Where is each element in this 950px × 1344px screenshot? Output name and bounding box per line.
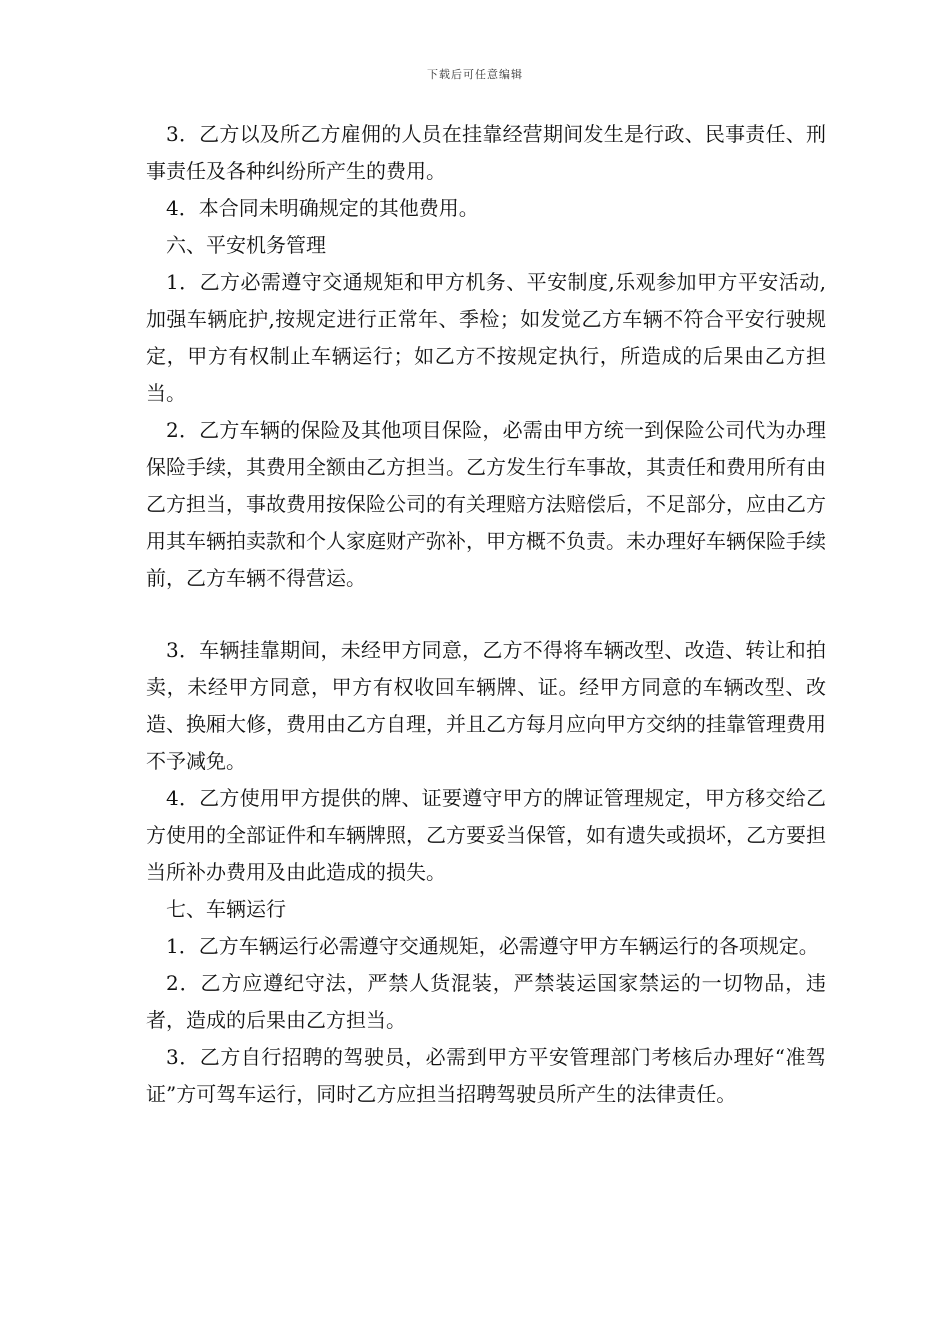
section-heading-6: 六、平安机务管理 bbox=[166, 233, 326, 257]
paragraph-5-4: 4．本合同未明确规定的其他费用。 bbox=[166, 196, 479, 220]
paragraph-6-3: 3．车辆挂靠期间，未经甲方同意，乙方不得将车辆改型、改造、转让和拍卖，未经甲方同意，甲方有权收回车辆牌、证。经甲方同意的车辆改型、改造、换厢大修，费用由乙方自理，并且乙方每月应向甲方交纳的挂靠管理费用不予减免。 bbox=[146, 638, 826, 773]
paragraph-6-2: 2．乙方车辆的保险及其他项目保险，必需由甲方统一到保险公司代为办理保险手续，其费用全额由乙方担当。乙方发生行车事故，其责任和费用所有由乙方担当，事故费用按保险公司的有关理赔方法赔偿后，不足部分，应由乙方用其车辆拍卖款和个人家庭财产弥补，甲方概不负责。未办理好车辆保险手续前，乙方车辆不得营运。 bbox=[146, 418, 826, 590]
paragraph-6-4: 4．乙方使用甲方提供的牌、证要遵守甲方的牌证管理规定，甲方移交给乙方使用的全部证件和车辆牌照，乙方要妥当保管，如有遗失或损坏，乙方要担当所补办费用及由此造成的损失。 bbox=[146, 786, 826, 884]
paragraph-gap bbox=[146, 597, 826, 632]
page-header: 下载后可任意编辑 bbox=[427, 68, 523, 81]
paragraph-7-3: 3．乙方自行招聘的驾驶员，必需到甲方平安管理部门考核后办理好“准驾证”方可驾车运行，同时乙方应担当招聘驾驶员所产生的法律责任。 bbox=[146, 1045, 826, 1106]
document-body bbox=[146, 116, 826, 1113]
paragraph-5-3: 3．乙方以及所乙方雇佣的人员在挂靠经营期间发生是行政、民事责任、刑事责任及各种纠纷所产生的费用。 bbox=[146, 122, 826, 183]
paragraph-7-1: 1．乙方车辆运行必需遵守交通规矩，必需遵守甲方车辆运行的各项规定。 bbox=[166, 934, 819, 958]
paragraph-7-2: 2．乙方应遵纪守法，严禁人货混装，严禁装运国家禁运的一切物品，违者，造成的后果由乙方担当。 bbox=[146, 971, 826, 1032]
paragraph-6-1: 1．乙方必需遵守交通规矩和甲方机务、平安制度,乐观参加甲方平安活动,加强车辆庇护,按规定进行正常年、季检；如发觉乙方车辆不符合平安行驶规定，甲方有权制止车辆运行；如乙方不按规定执行，所造成的后果由乙方担当。 bbox=[146, 270, 826, 405]
section-heading-7: 七、车辆运行 bbox=[166, 897, 286, 921]
